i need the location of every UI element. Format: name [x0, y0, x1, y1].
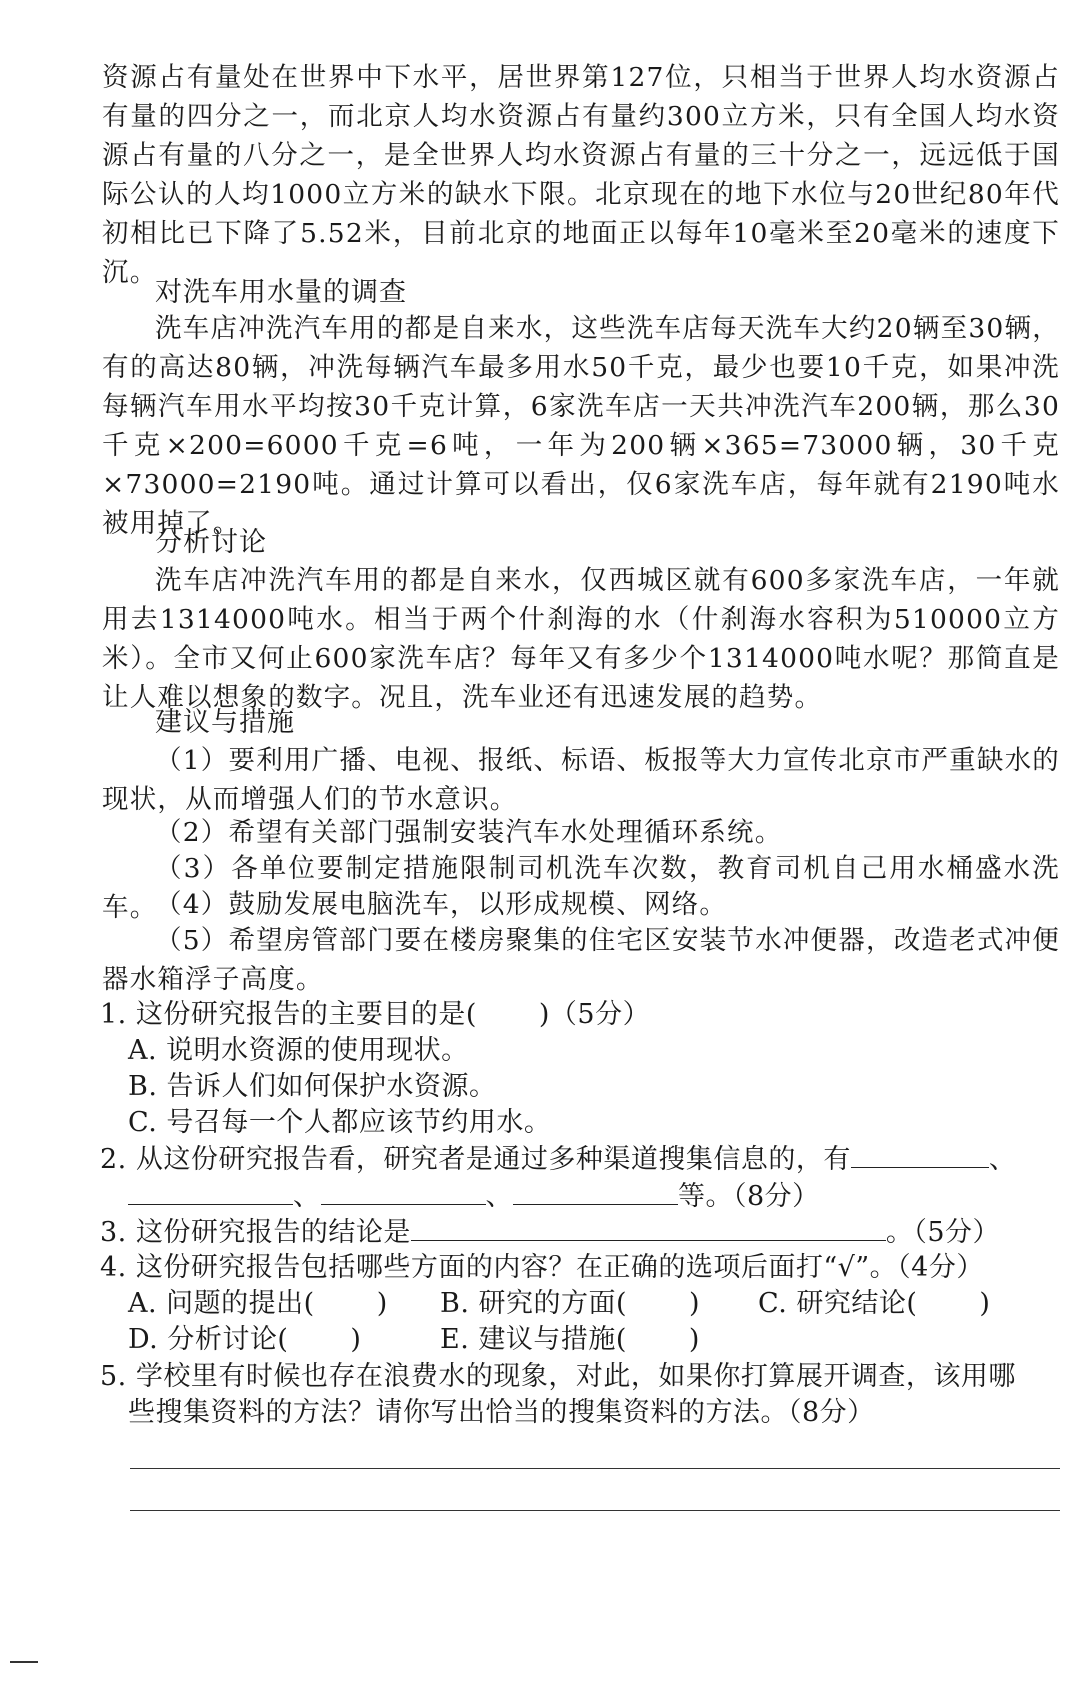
question-2-separator-2: 、	[293, 1181, 321, 1212]
question-2-blank-2[interactable]	[128, 1176, 293, 1205]
question-2-blank-4[interactable]	[513, 1176, 678, 1205]
question-2-blank-1[interactable]	[851, 1139, 989, 1168]
question-4-option-e: E. 建议与措施( )	[440, 1324, 700, 1355]
heading-analysis: 分析讨论	[155, 527, 267, 558]
question-1	[100, 995, 650, 1034]
suggestion-5: （5）希望房管部门要在楼房聚集的住宅区安装节水冲便器，改造老式冲便器水箱浮子高度。	[102, 925, 1060, 995]
question-3-score: 。（5分）	[885, 1217, 1001, 1248]
heading-survey: 对洗车用水量的调查	[155, 277, 407, 308]
suggestion-4: （4）鼓励发展电脑洗车，以形成规模、网络。	[155, 889, 728, 920]
analysis-paragraph: 洗车店冲洗汽车用的都是自来水，仅西城区就有600多家洗车店，一年就用去1314000吨水。相当于两个什刹海的水（什刹海水容积为510000立方米）。全市又何止600家洗车店？每年又有多少个1314000吨水呢？那简直是让人难以想象的数字。况且，洗车业还有迅速发展的趋势。	[102, 565, 1060, 713]
question-1-stem: 1. 这份研究报告的主要目的是(	[100, 999, 477, 1030]
answer-line-1[interactable]	[130, 1468, 1060, 1469]
suggestion-3: （3）各单位要制定措施限制司机洗车次数，教育司机自己用水桶盛水洗车。	[102, 853, 1060, 923]
question-1-score: )（5分）	[538, 999, 651, 1030]
suggestion-1: （1）要利用广播、电视、报纸、标语、板报等大力宣传北京市严重缺水的现状，从而增强人们的节水意识。	[102, 745, 1060, 815]
question-2-stem: 2. 从这份研究报告看，研究者是通过多种渠道搜集信息的，有	[100, 1144, 851, 1175]
question-1-option-b: B. 告诉人们如何保护水资源。	[128, 1071, 497, 1102]
question-2-blank-3[interactable]	[321, 1176, 486, 1205]
question-1-option-c: C. 号召每一个人都应该节约用水。	[128, 1107, 552, 1138]
question-5-line-1: 5. 学校里有时候也存在浪费水的现象，对此，如果你打算展开调查，该用哪	[100, 1361, 1016, 1392]
question-2-separator: 、	[988, 1144, 1017, 1175]
question-3-blank[interactable]	[411, 1212, 886, 1241]
answer-line-2[interactable]	[130, 1510, 1060, 1511]
question-4-option-d: D. 分析讨论( )	[128, 1324, 362, 1355]
question-2	[100, 1139, 1016, 1179]
question-3	[100, 1212, 1000, 1252]
question-4-option-c: C. 研究结论( )	[758, 1288, 991, 1319]
question-1-option-a: A. 说明水资源的使用现状。	[128, 1035, 469, 1066]
question-2-line-2	[128, 1176, 820, 1216]
suggestion-2: （2）希望有关部门强制安装汽车水处理循环系统。	[155, 817, 783, 848]
page-corner-mark	[10, 1661, 38, 1663]
report-intro-paragraph: 资源占有量处在世界中下水平，居世界第127位，只相当于世界人均水资源占有量的四分之一，而北京人均水资源占有量约300立方米，只有全国人均水资源占有量的八分之一，是全世界人均水资源占有量的三十分之一，远远低于国际公认的人均1000立方米的缺水下限。北京现在的地下水位与20世纪80年代初相比已下降了5.52米，目前北京的地面正以每年10毫米至20毫米的速度下沉。	[102, 62, 1060, 288]
question-3-stem: 3. 这份研究报告的结论是	[100, 1217, 411, 1248]
heading-suggestions: 建议与措施	[155, 707, 295, 738]
question-5-line-2: 些搜集资料的方法？请你写出恰当的搜集资料的方法。（8分）	[128, 1397, 875, 1428]
question-2-score: 等。（8分）	[678, 1181, 820, 1212]
survey-paragraph: 洗车店冲洗汽车用的都是自来水，这些洗车店每天洗车大约20辆至30辆，有的高达80辆，冲洗每辆汽车最多用水50千克，最少也要10千克，如果冲洗每辆汽车用水平均按30千克计算，6家洗车店一天共冲洗汽车200辆，那么30千克×200=6000千克=6吨，一年为200辆×365=73000辆，30千克×73000=2190吨。通过计算可以看出，仅6家洗车店，每年就有2190吨水被用掉了。	[102, 313, 1060, 539]
question-4-option-b: B. 研究的方面( )	[440, 1288, 701, 1319]
question-2-separator-3: 、	[485, 1181, 513, 1212]
question-4-stem: 4. 这份研究报告包括哪些方面的内容？在正确的选项后面打“√”。（4分）	[100, 1252, 984, 1283]
question-4-option-a: A. 问题的提出( )	[128, 1288, 388, 1319]
